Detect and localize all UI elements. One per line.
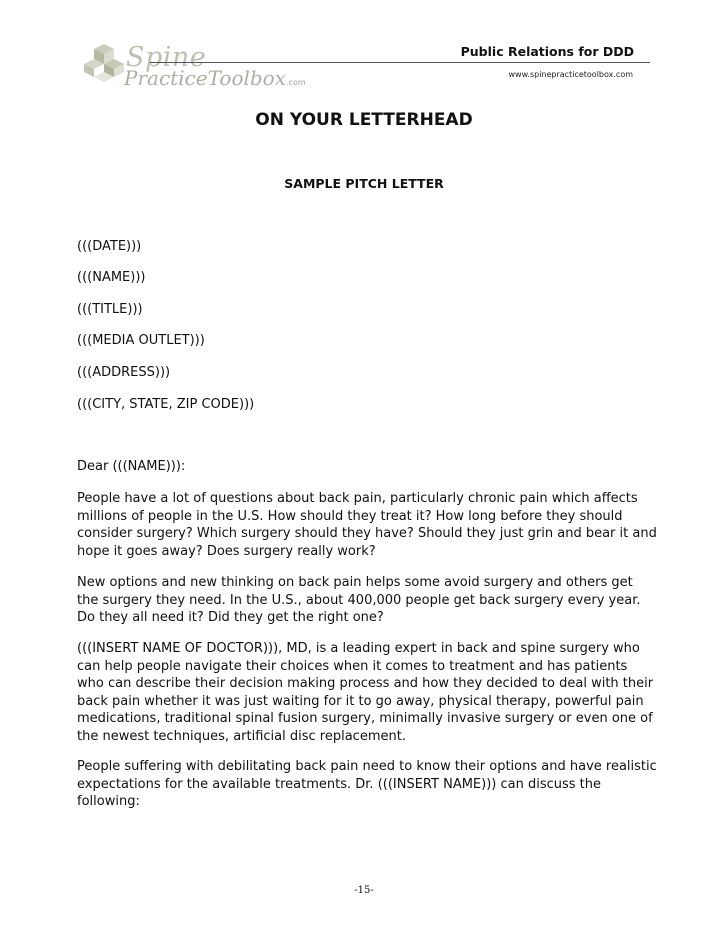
sample-pitch-letter-heading: SAMPLE PITCH LETTER <box>284 176 444 191</box>
paragraph-2: New options and new thinking on back pain helps some avoid surgery and others get the surgery they need. In the U.S., about 400,000 people get back surgery every year. Do they all need it? Did they get the right one? <box>77 575 641 625</box>
paragraph-3: (((INSERT NAME OF DOCTOR))), MD, is a leading expert in back and spine surgery who can help people navigate their choices when it comes to treatment and has patients who can describe their decision making process and how they decided to deal with their back pain whether it was just waiting for it to go away, physical therapy, powerful pain medications, traditional spinal fusion surgery, minimally invasive surgery or even one of the newest techniques, artificial disc replacement. <box>77 641 654 744</box>
date-field: (((DATE))) <box>77 239 142 254</box>
letterhead-heading: ON YOUR LETTERHEAD <box>255 110 473 130</box>
salutation: Dear (((NAME))): <box>77 459 186 474</box>
title-field: (((TITLE))) <box>77 302 143 317</box>
header-url: www.spinepracticetoolbox.com <box>508 70 633 79</box>
paragraph-4: People suffering with debilitating back pain need to know their options and have realistic expectations for the available treatments. Dr. (((INSERT NAME))) can discuss the following: <box>77 759 657 809</box>
header-divider <box>150 62 650 63</box>
media-outlet-field: (((MEDIA OUTLET))) <box>77 333 205 348</box>
logo-spine-text: Spine <box>126 42 207 73</box>
name-field: (((NAME))) <box>77 270 146 285</box>
logo-practice-toolbox-text: PracticeToolbox.com <box>124 66 306 90</box>
address-field: (((ADDRESS))) <box>77 365 171 380</box>
header-title: Public Relations for DDD <box>460 44 634 59</box>
paragraph-1: People have a lot of questions about back pain, particularly chronic pain which affects millions of people in the U.S. How should they treat it? How long before they should consider surgery? Which surgery should they have? Should they just grin and bear it and hope it goes away? Does surgery really work? <box>77 491 657 559</box>
page-number: -15- <box>354 885 374 896</box>
spine-practice-toolbox-logo <box>84 40 306 104</box>
city-state-zip-field: (((CITY, STATE, ZIP CODE))) <box>77 397 255 412</box>
